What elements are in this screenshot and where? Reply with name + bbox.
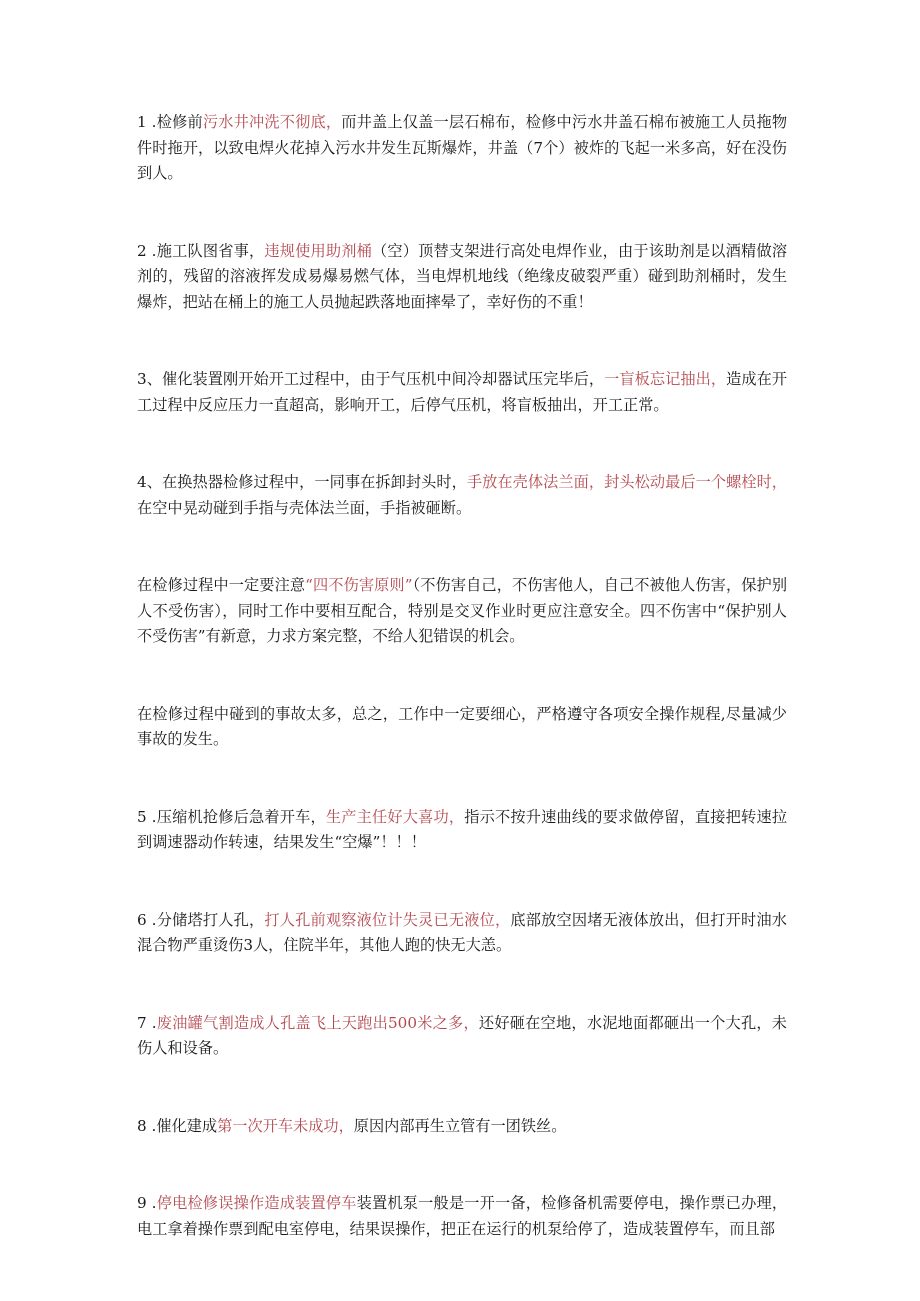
paragraph-9 — [137, 1191, 787, 1242]
paragraph-4-lead: 4、在换热器检修过程中，一同事在拆卸封头时， — [137, 473, 467, 491]
paragraph-4-body: 在空中晃动碰到手指与壳体法兰面，手指被砸断。 — [137, 498, 472, 517]
paragraph-8-body: 原因内部再生立管有一团铁丝。 — [353, 1116, 567, 1135]
paragraph-7-highlight: 废油罐气割造成人孔盖飞上天跑出500米之多， — [156, 1013, 479, 1032]
paragraph-principle — [137, 573, 787, 650]
paragraph-5-highlight: 生产主任好大喜功， — [325, 807, 465, 826]
paragraph-1-highlight: 污水井冲洗不彻底， — [202, 113, 342, 131]
paragraph-7-body: 还好砸在空地，水泥地面都砸出一个大孔，未伤人和设备。 — [137, 1013, 787, 1057]
paragraph-principle-body: （不伤害自己，不伤害他人，自己不被他人伤害，保护别人不受伤害），同时工作中要相互配合，特别是交叉作业时更应注意安全。四不伤害中“保护别人不受伤害”有新意，力求方案完整，不给人犯错误的机会。 — [137, 576, 788, 645]
paragraph-3 — [137, 367, 787, 418]
paragraph-principle-lead: 在检修过程中一定要注意 — [137, 576, 306, 594]
paragraph-principle-highlight: “四不伤害原则” — [305, 576, 413, 594]
paragraph-8 — [137, 1114, 787, 1140]
paragraph-1-body: 而井盖上仅盖一层石棉布，检修中污水井盖石棉布被施工人员拖物件时拖开，以致电焊火花掉入污水井发生瓦斯爆炸，井盖（7个）被炸的飞起一米多高，好在没伤到人。 — [137, 113, 788, 182]
paragraph-2-body: （空）顶替支架进行高处电焊作业，由于该助剂是以酒精做溶剂的，残留的溶液挥发成易爆易燃气体，当电焊机地线（绝缘皮破裂严重）碰到助剂桶时，发生爆炸，把站在桶上的施工人员抛起跌落地面摔晕了，幸好伤的不重！ — [137, 241, 788, 311]
paragraph-9-lead: 9 . — [137, 1194, 157, 1212]
paragraph-1-lead: 1 .检修前 — [137, 113, 203, 131]
paragraph-3-lead: 3、催化装置刚开始开工过程中，由于气压机中间冷却器试压完毕后， — [137, 370, 605, 388]
paragraph-summary-text: 在检修过程中碰到的事故太多，总之，工作中一定要细心，严格遵守各项安全操作规程,尽量减少事故的发生。 — [137, 704, 787, 748]
paragraph-9-body: 装置机泵一般是一开一备，检修备机需要停电，操作票已办理，电工拿着操作票到配电室停电，结果误操作，把正在运行的机泵给停了，造成装置停车，而且部 — [137, 1194, 788, 1238]
paragraph-8-highlight: 第一次开车未成功， — [217, 1116, 354, 1135]
paragraph-5 — [137, 805, 787, 856]
document-body — [137, 110, 787, 1242]
paragraph-2-lead: 2 .施工队图省事， — [137, 241, 265, 260]
paragraph-3-highlight: 一盲板忘记抽出， — [604, 370, 727, 388]
paragraph-5-lead: 5 .压缩机抢修后急着开车， — [137, 807, 326, 826]
paragraph-9-highlight: 停电检修误操作造成装置停车 — [156, 1194, 357, 1212]
paragraph-summary — [137, 702, 787, 753]
paragraph-8-lead: 8 .催化建成 — [137, 1116, 218, 1135]
paragraph-3-body: 造成在开工过程中反应压力一直超高，影响开工，后停气压机，将盲板抽出，开工正常。 — [137, 370, 788, 414]
paragraph-2-highlight: 违规使用助剂桶 — [264, 241, 372, 260]
paragraph-7-lead: 7 . — [137, 1013, 157, 1032]
paragraph-6-highlight: 打人孔前观察液位计失灵已无液位， — [264, 910, 511, 929]
paragraph-7 — [137, 1011, 787, 1062]
paragraph-6-body: 底部放空因堵无液体放出，但打开时油水混合物严重烫伤3人，住院半年，其他人跑的快无大恙。 — [137, 910, 787, 954]
paragraph-1 — [137, 110, 787, 187]
paragraph-4 — [137, 470, 787, 521]
paragraph-2 — [137, 239, 787, 316]
paragraph-6 — [137, 908, 787, 959]
paragraph-6-lead: 6 .分储塔打人孔， — [137, 910, 265, 929]
paragraph-5-body: 指示不按升速曲线的要求做停留，直接把转速拉到调速器动作转速，结果发生“空爆”！！！ — [137, 807, 788, 851]
paragraph-4-highlight: 手放在壳体法兰面，封头松动最后一个螺栓时， — [466, 473, 787, 491]
